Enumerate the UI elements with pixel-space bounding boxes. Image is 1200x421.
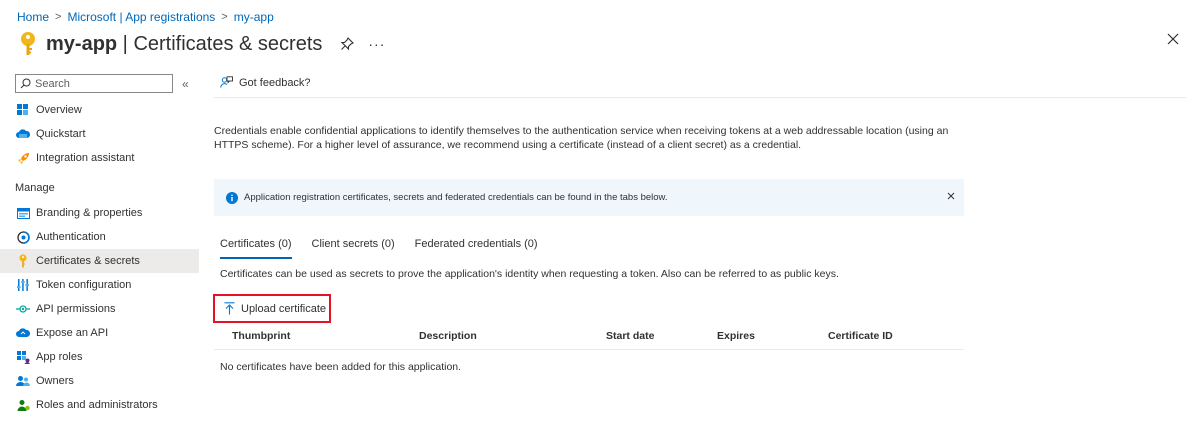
key-icon: [16, 254, 30, 268]
collapse-sidebar-icon[interactable]: «: [182, 77, 189, 91]
feedback-button[interactable]: [220, 76, 311, 89]
sidebar-item-branding-properties[interactable]: [0, 201, 199, 225]
quickstart-cloud-icon: [16, 127, 30, 141]
tab-certificates[interactable]: Certificates (0): [214, 238, 298, 258]
owners-icon: [16, 374, 30, 388]
feedback-label: Got feedback?: [239, 76, 311, 89]
column-header-certificate-id[interactable]: Certificate ID: [828, 330, 893, 342]
credential-tabs: [214, 238, 552, 258]
info-banner: [214, 179, 964, 216]
breadcrumb-separator: >: [221, 11, 228, 23]
upload-certificate-label: Upload certificate: [241, 302, 326, 315]
toolbar-divider: [214, 97, 1186, 98]
page-header: [17, 31, 385, 57]
authentication-icon: [16, 230, 30, 244]
sidebar-item-label: Branding & properties: [36, 207, 143, 219]
tab-description: Certificates can be used as secrets to prove the application's identity when requesting a token. Also can be referred to as public keys.: [220, 268, 839, 280]
search-placeholder: Search: [35, 77, 70, 90]
sidebar-item-label: Authentication: [36, 231, 106, 243]
sidebar-item-label: Integration assistant: [36, 152, 135, 164]
sidebar-item-certificates-secrets[interactable]: [0, 249, 199, 273]
sidebar-item-label: API permissions: [36, 303, 116, 315]
sidebar-section-manage: Manage: [15, 182, 55, 194]
column-header-thumbprint[interactable]: Thumbprint: [232, 330, 291, 342]
pin-icon[interactable]: [340, 37, 354, 51]
sidebar-item-owners[interactable]: [0, 369, 199, 393]
token-config-icon: [16, 278, 30, 292]
overview-grid-icon: [16, 103, 30, 117]
sidebar-item-label: Token configuration: [36, 279, 132, 291]
tab-client-secrets[interactable]: Client secrets (0): [311, 238, 395, 250]
sidebar-item-app-roles[interactable]: [0, 345, 199, 369]
column-header-start-date[interactable]: Start date: [606, 330, 655, 342]
info-icon: [226, 192, 238, 204]
breadcrumb: [17, 10, 274, 24]
sidebar-item-overview[interactable]: [0, 98, 199, 122]
breadcrumb-my-app-link[interactable]: my-app: [233, 10, 274, 24]
sidebar-item-label: Roles and administrators: [36, 399, 158, 411]
breadcrumb-separator: >: [55, 11, 62, 23]
sidebar-item-label: Overview: [36, 104, 82, 116]
tab-federated-credentials[interactable]: Federated credentials (0): [414, 238, 538, 250]
expose-api-cloud-icon: [16, 326, 30, 340]
api-permissions-icon: [16, 302, 30, 316]
sidebar-item-label: Expose an API: [36, 327, 109, 339]
breadcrumb-app-registrations-link[interactable]: Microsoft | App registrations: [67, 10, 216, 24]
sidebar-item-roles-administrators[interactable]: [0, 393, 199, 417]
app-roles-icon: [16, 350, 30, 364]
page-description: Credentials enable confidential applications to identify themselves to the authentication service when receiving tokens at a web addressable location (using an HTTPS scheme). For a higher level of assurance, we recommend using a certificate (instead of a client secret) as a credential.: [214, 125, 949, 151]
more-options-icon[interactable]: ···: [368, 36, 386, 52]
close-icon[interactable]: [1166, 32, 1180, 46]
breadcrumb-home-link[interactable]: Home: [17, 10, 50, 24]
roles-admins-icon: [16, 398, 30, 412]
upload-certificate-button[interactable]: [213, 294, 331, 323]
upload-icon: [224, 302, 235, 315]
info-banner-text: Application registration certificates, secrets and federated credentials can be found in the tabs below.: [244, 192, 668, 203]
page-title: my-app | Certificates & secrets: [46, 32, 323, 55]
dismiss-banner-icon[interactable]: [947, 192, 955, 200]
sidebar-item-expose-an-api[interactable]: [0, 321, 199, 345]
sidebar-item-authentication[interactable]: [0, 225, 199, 249]
table-empty-message: No certificates have been added for this application.: [220, 361, 462, 373]
key-icon: [17, 31, 39, 57]
rocket-icon: [16, 151, 30, 165]
sidebar-item-api-permissions[interactable]: [0, 297, 199, 321]
sidebar-item-token-configuration[interactable]: [0, 273, 199, 297]
branding-icon: [16, 206, 30, 220]
sidebar-item-label: Certificates & secrets: [36, 255, 140, 267]
sidebar-item-integration-assistant[interactable]: [0, 146, 199, 170]
sidebar-item-label: Quickstart: [36, 128, 86, 140]
sidebar-item-label: Owners: [36, 375, 74, 387]
sidebar-item-label: App roles: [36, 351, 83, 363]
search-icon: [20, 78, 31, 89]
sidebar-search-input[interactable]: [15, 74, 173, 93]
sidebar-item-quickstart[interactable]: [0, 122, 199, 146]
column-header-expires[interactable]: Expires: [717, 330, 755, 342]
feedback-icon: [220, 76, 233, 89]
column-header-description[interactable]: Description: [419, 330, 477, 342]
table-divider: [214, 349, 964, 350]
